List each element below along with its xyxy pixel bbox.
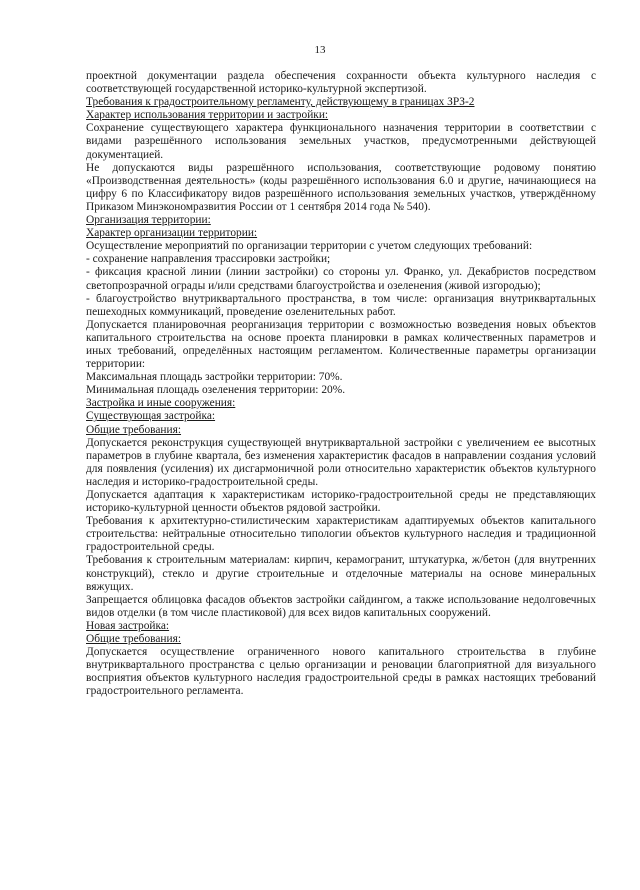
paragraph: Допускается адаптация к характеристикам историко-градостроительной среды не представляющих историко-культурной ценности объектов рядовой застройки. — [86, 489, 596, 515]
paragraph: - благоустройство внутриквартального пространства, в том числе: организация внутриквартальных пешеходных коммуникаций, проведение озеленительных работ. — [86, 292, 596, 318]
paragraph: Требования к строительным материалам: кирпич, керамогранит, штукатурка, ж/бетон (для внутренних конструкций), стекло и другие строительные и отделочные материалы на основе минеральных вяжущих. — [86, 554, 596, 593]
section-heading: Общие требования: — [86, 633, 182, 646]
paragraph: Допускается осуществление ограниченного нового капитального строительства в глубине внутриквартального пространства с целью организации и реновации благоприятной для визуального восприятия объектов культурного наследия градостроительной среды в рамках настоящих требований градостроительного регламента. — [86, 646, 596, 698]
paragraph: проектной документации раздела обеспечения сохранности объекта культурного наследия с соответствующей государственной историко-культурной экспертизой. — [86, 70, 596, 96]
section-heading: Существующая застройка: — [86, 410, 216, 423]
section-heading: Общие требования: — [86, 423, 182, 436]
paragraph: - фиксация красной линии (линии застройки) со стороны ул. Франко, ул. Декабристов посредством светопрозрачной ограды и/или средствами благоустройства и озеленения (живой изгородью); — [86, 266, 596, 292]
section-heading: Организация территории: — [86, 214, 211, 227]
document-body — [86, 70, 596, 699]
paragraph: Запрещается облицовка фасадов объектов застройки сайдингом, а также использование недолговечных видов отделки (в том числе пластиковой) для всех видов капитальных сооружений. — [86, 593, 596, 619]
paragraph: Не допускаются виды разрешённого использования, соответствующие родовому понятию «Производственная деятельность» (коды разрешённого использования 6.0 и другие, начинающиеся на цифру 6 по Классификатору видов разрешённого использования земельных участков, утверждённому Приказом Минэкономразвития России от 1 сентября 2014 года № 540). — [86, 161, 596, 213]
paragraph: Максимальная площадь застройки территории: 70%. — [86, 371, 343, 384]
paragraph: Осуществление мероприятий по организации территории с учетом следующих требований: — [86, 240, 533, 253]
section-heading: Новая застройка: — [86, 619, 170, 632]
section-heading: Требования к градостроительному регламенту, действующему в границах ЗРЗ-2 — [86, 96, 475, 109]
paragraph: Допускается планировочная реорганизация территории с возможностью возведения новых объектов капитального строительства на основе проекта планировки в рамках количественных параметров и иных требований, определённых настоящим регламентом. Количественные параметры организации территории: — [86, 318, 596, 371]
page-number: 13 — [314, 44, 326, 56]
paragraph: Минимальная площадь озеленения территории: 20%. — [86, 384, 346, 397]
paragraph: Требования к архитектурно-стилистическим характеристикам адаптируемых объектов капитального строительства: нейтральные относительно типологии объектов культурного наследия и традиционной градостроительной среды. — [86, 515, 596, 554]
section-heading: Характер организации территории: — [86, 227, 258, 240]
section-heading: Характер использования территории и застройки: — [86, 109, 329, 122]
paragraph: Сохранение существующего характера функционального назначения территории в соответствии с видами разрешённого использования земельных участков, предусмотренными действующей документацией. — [86, 122, 596, 161]
paragraph: - сохранение направления трассировки застройки; — [86, 253, 331, 266]
section-heading: Застройка и иные сооружения: — [86, 397, 236, 410]
paragraph: Допускается реконструкция существующей внутриквартальной застройки с увеличением ее высотных параметров в глубине квартала, без изменения характеристик фасадов в направлении создания условий для появления (усиления) их дисгармоничной роли относительно характеристик объектов культурного наследия и историко-градостроительной среды. — [86, 436, 596, 488]
